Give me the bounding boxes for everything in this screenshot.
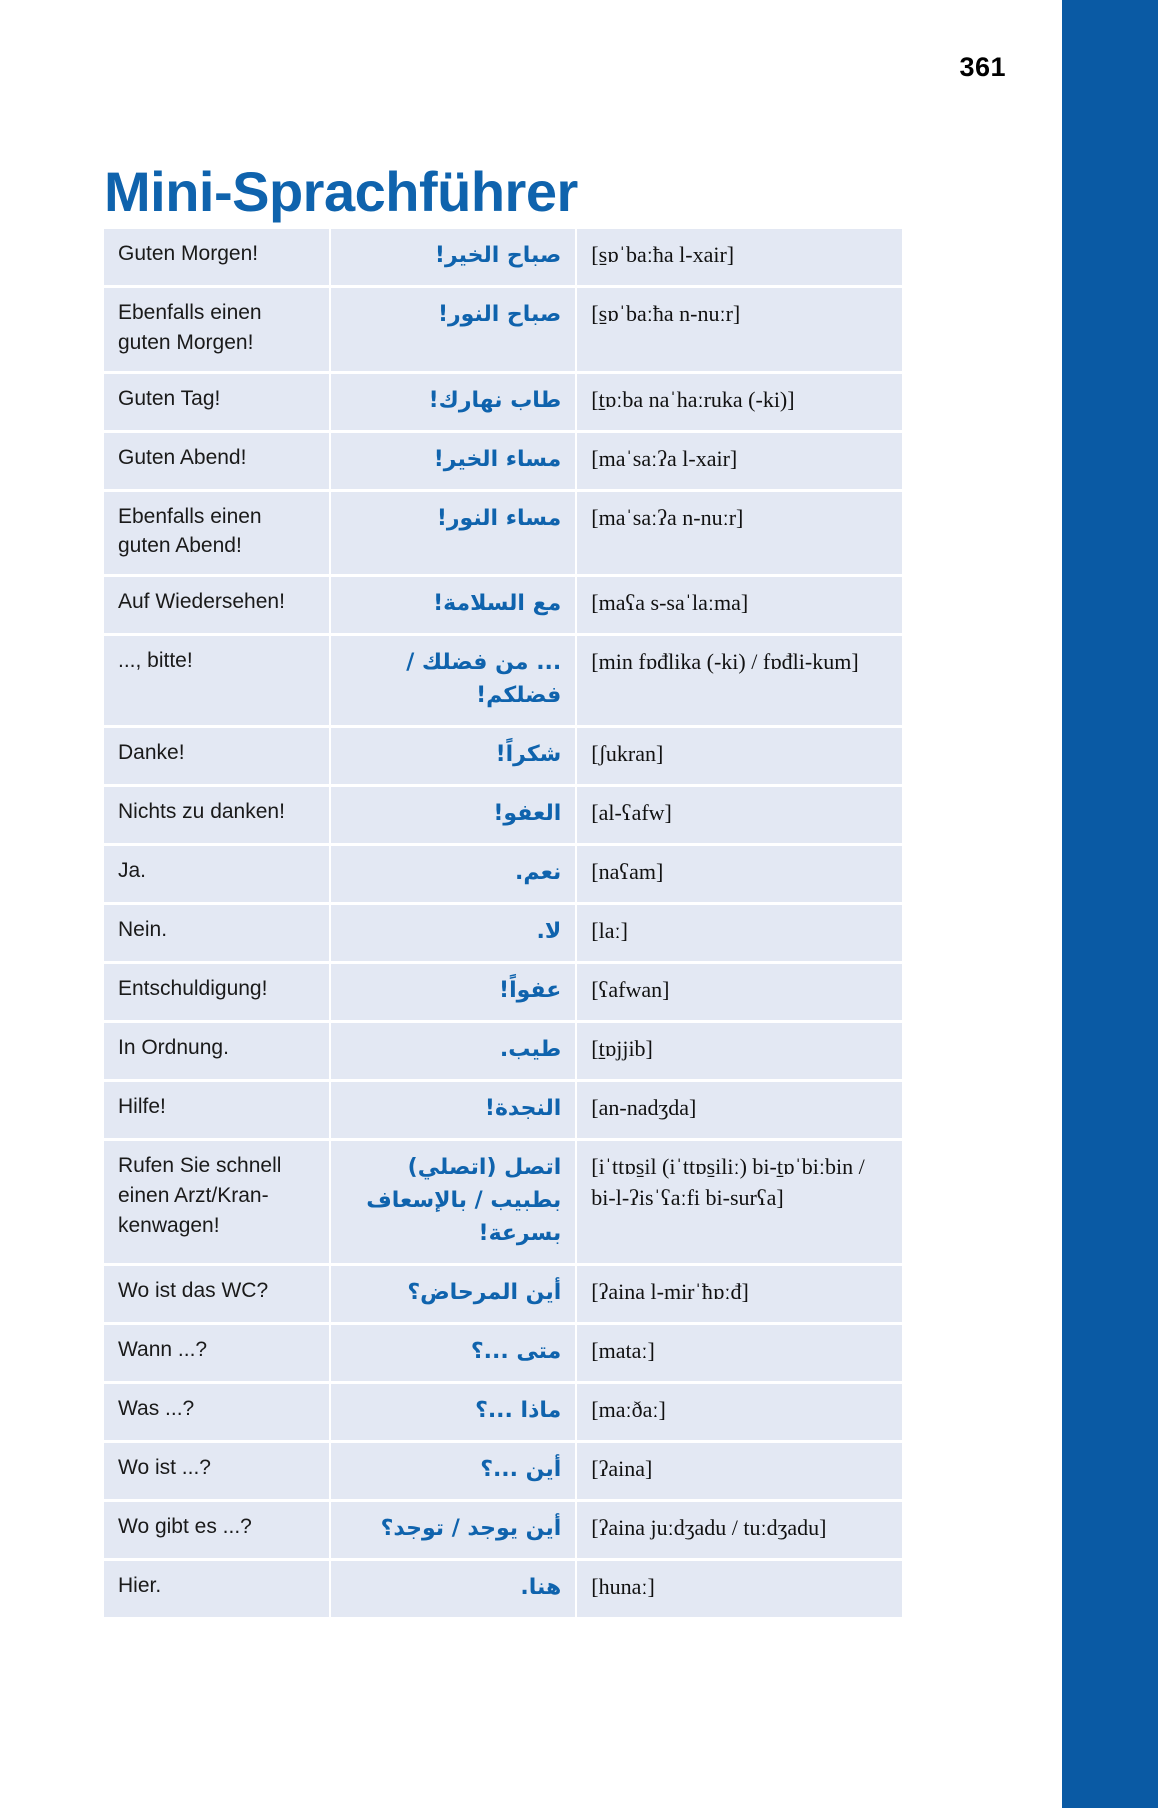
cell-arabic: صباح الخير! <box>331 229 575 285</box>
phrasebook-table <box>102 226 904 1620</box>
cell-transcription: [maˈsaːʔa n-nuːr] <box>577 492 902 575</box>
cell-transcription: [s̠ɒˈbaːħa n-nuːr] <box>577 288 902 371</box>
cell-german: ..., bitte! <box>104 636 329 725</box>
cell-arabic: اتصل (اتصلي) بطبيب / بالإسعاف بسرعة! <box>331 1141 575 1263</box>
cell-transcription: [maˈsaːʔa l-xair] <box>577 433 902 489</box>
cell-transcription: [laː] <box>577 905 902 961</box>
cell-arabic: أين يوجد / توجد؟ <box>331 1502 575 1558</box>
cell-transcription: [maːðaː] <box>577 1384 902 1440</box>
table-row <box>104 1325 902 1381</box>
cell-transcription: [hunaː] <box>577 1561 902 1617</box>
cell-arabic: العفو! <box>331 787 575 843</box>
table-row <box>104 1384 902 1440</box>
cell-german: Ja. <box>104 846 329 902</box>
cell-german: Guten Abend! <box>104 433 329 489</box>
cell-transcription: [ʔaina juːdʒadu / tuːdʒadu] <box>577 1502 902 1558</box>
table-row <box>104 288 902 371</box>
cell-arabic: النجدة! <box>331 1082 575 1138</box>
cell-transcription: [naʕam] <box>577 846 902 902</box>
page-edge-bar <box>1062 0 1158 1808</box>
cell-arabic: أين المرحاض؟ <box>331 1266 575 1322</box>
table-row <box>104 577 902 633</box>
cell-german: Wann ...? <box>104 1325 329 1381</box>
cell-arabic: لا. <box>331 905 575 961</box>
cell-german: Nichts zu danken! <box>104 787 329 843</box>
cell-german: Ebenfalls einen guten Abend! <box>104 492 329 575</box>
cell-arabic: عفواً! <box>331 964 575 1020</box>
cell-german: Danke! <box>104 728 329 784</box>
cell-arabic: نعم. <box>331 846 575 902</box>
cell-german: Wo ist ...? <box>104 1443 329 1499</box>
table-row <box>104 905 902 961</box>
table-row <box>104 728 902 784</box>
table-row <box>104 964 902 1020</box>
cell-german: Entschuldigung! <box>104 964 329 1020</box>
cell-german: Nein. <box>104 905 329 961</box>
cell-transcription: [min fɒđlika (-ki) / fɒđli-kum] <box>577 636 902 725</box>
table-row <box>104 1502 902 1558</box>
table-row <box>104 636 902 725</box>
cell-arabic: ماذا ...؟ <box>331 1384 575 1440</box>
cell-arabic: ... من فضلك / فضلكم! <box>331 636 575 725</box>
cell-arabic: صباح النور! <box>331 288 575 371</box>
cell-transcription: [ʃukran] <box>577 728 902 784</box>
table-row <box>104 1443 902 1499</box>
cell-transcription: [ʕafwan] <box>577 964 902 1020</box>
cell-german: Wo ist das WC? <box>104 1266 329 1322</box>
cell-german: Was ...? <box>104 1384 329 1440</box>
cell-transcription: [maʕa s-saˈlaːma] <box>577 577 902 633</box>
table-row <box>104 846 902 902</box>
table-row <box>104 374 902 430</box>
cell-german: Auf Wiedersehen! <box>104 577 329 633</box>
cell-german: Ebenfalls einen guten Morgen! <box>104 288 329 371</box>
table-row <box>104 787 902 843</box>
cell-german: Rufen Sie schnell einen Arzt/Kran-kenwagen! <box>104 1141 329 1263</box>
cell-arabic: أين ...؟ <box>331 1443 575 1499</box>
cell-arabic: طاب نهارك! <box>331 374 575 430</box>
cell-arabic: هنا. <box>331 1561 575 1617</box>
cell-transcription: [an-nadʒda] <box>577 1082 902 1138</box>
cell-transcription: [mataː] <box>577 1325 902 1381</box>
cell-transcription: [t̠ɒːba naˈhaːruka (-ki)] <box>577 374 902 430</box>
cell-transcription: [al-ʕafw] <box>577 787 902 843</box>
cell-german: Wo gibt es ...? <box>104 1502 329 1558</box>
table-row <box>104 229 902 285</box>
cell-transcription: [t̠ɒjjib] <box>577 1023 902 1079</box>
cell-arabic: متى ...؟ <box>331 1325 575 1381</box>
cell-transcription: [ʔaina l-mirˈħɒːđ] <box>577 1266 902 1322</box>
cell-german: Guten Morgen! <box>104 229 329 285</box>
cell-transcription: [s̠ɒˈbaːħa l-xair] <box>577 229 902 285</box>
table-row <box>104 1266 902 1322</box>
table-row <box>104 1141 902 1263</box>
table-row <box>104 492 902 575</box>
phrasebook-table-body <box>104 229 902 1617</box>
cell-arabic: مع السلامة! <box>331 577 575 633</box>
cell-arabic: طيب. <box>331 1023 575 1079</box>
cell-german: Hier. <box>104 1561 329 1617</box>
cell-german: In Ordnung. <box>104 1023 329 1079</box>
cell-transcription: [iˈttɒs̠il (iˈttɒs̠iliː) bi-t̠ɒˈbiːbin / bi-l-ʔisˈʕaːfi bi-surʕa] <box>577 1141 902 1263</box>
table-row <box>104 1082 902 1138</box>
cell-arabic: مساء الخير! <box>331 433 575 489</box>
cell-transcription: [ʔaina] <box>577 1443 902 1499</box>
table-row <box>104 1023 902 1079</box>
page-number: 361 <box>959 52 1006 82</box>
cell-german: Guten Tag! <box>104 374 329 430</box>
cell-arabic: شكراً! <box>331 728 575 784</box>
table-row <box>104 1561 902 1617</box>
page-title: Mini-Sprachführer <box>104 159 578 223</box>
cell-arabic: مساء النور! <box>331 492 575 575</box>
table-row <box>104 433 902 489</box>
cell-german: Hilfe! <box>104 1082 329 1138</box>
